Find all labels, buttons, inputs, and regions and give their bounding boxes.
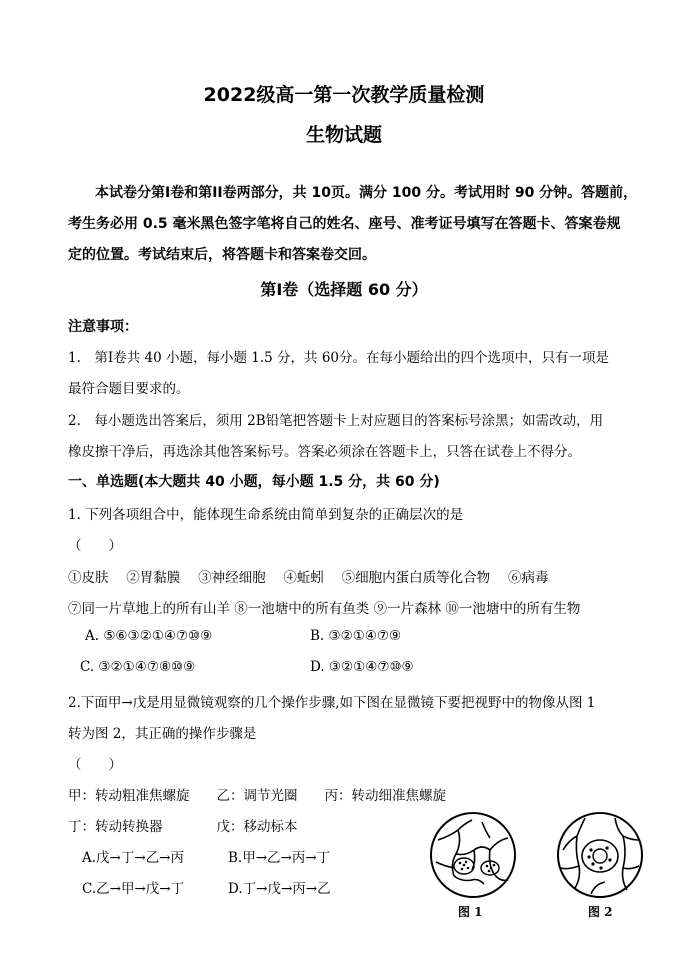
- q1-items-line-2: ⑦同一片草地上的所有山羊 ⑧一池塘中的所有鱼类 ⑨一片森林 ⑩一池塘中的所有生物: [68, 601, 581, 617]
- exam-title: 2022级高一第一次教学质量检测: [203, 84, 485, 106]
- figure-2-microscope-view: [555, 810, 645, 900]
- q2-stem-line-1: 2.下面甲→戊是用显微镜观察的几个操作步骤,如下图在显微镜下要把视野中的物像从图 1: [68, 695, 596, 711]
- intro-line-2: 考生务必用 0.5 毫米黑色签字笔将自己的姓名、座号、准考证号填写在答题卡、答案卷规: [68, 216, 621, 232]
- q2-option-d: D.丁→戊→丙→乙: [228, 881, 331, 897]
- q2-option-c: C.乙→甲→戊→丁: [82, 881, 185, 897]
- q2-steps-line-2: 丁：转动转换器 戊：移动标本: [68, 819, 298, 835]
- intro-line-3: 定的位置。考试结束后，将答题卡和答案卷交回。: [68, 247, 376, 263]
- q2-stem-line-2: 转为图 2，其正确的操作步骤是: [68, 726, 257, 742]
- figure-1-label: 图 1: [458, 905, 483, 919]
- q2-option-b: B.甲→乙→丙→丁: [228, 850, 331, 866]
- part1-heading: 第Ⅰ卷（选择题 60 分）: [260, 280, 428, 299]
- q1-option-d: D. ③②①④⑦⑩⑨: [310, 659, 414, 675]
- q2-paren: （ ）: [68, 757, 122, 773]
- q1-items-line-1: ①皮肤 ②胃黏膜 ③神经细胞 ④蚯蚓 ⑤细胞内蛋白质等化合物 ⑥病毒: [68, 570, 549, 586]
- q1-stem: 1. 下列各项组合中，能体现生命系统由简单到复杂的正确层次的是: [68, 507, 464, 523]
- section-title: 一、单选题(本大题共 40 小题，每小题 1.5 分，共 60 分): [68, 474, 440, 490]
- note-1-line-1: 1. 第Ⅰ卷共 40 小题，每小题 1.5 分，共 60分。在每小题给出的四个选项中，只有一项是: [68, 350, 609, 366]
- q1-option-c: C. ③②①④⑦⑧⑩⑨: [80, 659, 196, 675]
- figure-2-label: 图 2: [588, 905, 613, 919]
- figure-1-microscope-view: [428, 810, 518, 900]
- q2-option-a: A.戊→丁→乙→丙: [82, 850, 184, 866]
- notes-title: 注意事项：: [68, 319, 138, 335]
- q1-paren: （ ）: [68, 538, 122, 554]
- intro-line-1: 本试卷分第I卷和第II卷两部分，共 10页。满分 100 分。考试用时 90 分钟。答题前，: [95, 185, 638, 201]
- note-1-line-2: 最符合题目要求的。: [68, 381, 190, 397]
- exam-subtitle: 生物试题: [305, 124, 382, 146]
- q2-steps-line-1: 甲：转动粗准焦螺旋 乙：调节光圈 丙：转动细准焦螺旋: [68, 788, 446, 804]
- note-2-line-2: 橡皮擦干净后，再选涂其他答案标号。答案必须涂在答题卡上，只答在试卷上不得分。: [68, 444, 581, 460]
- q1-option-b: B. ③②①④⑦⑨: [310, 628, 402, 644]
- note-2-line-1: 2. 每小题选出答案后，须用 2B铅笔把答题卡上对应题目的答案标号涂黑；如需改动，用: [68, 413, 604, 429]
- q1-option-a: A. ⑤⑥③②①④⑦⑩⑨: [85, 628, 213, 644]
